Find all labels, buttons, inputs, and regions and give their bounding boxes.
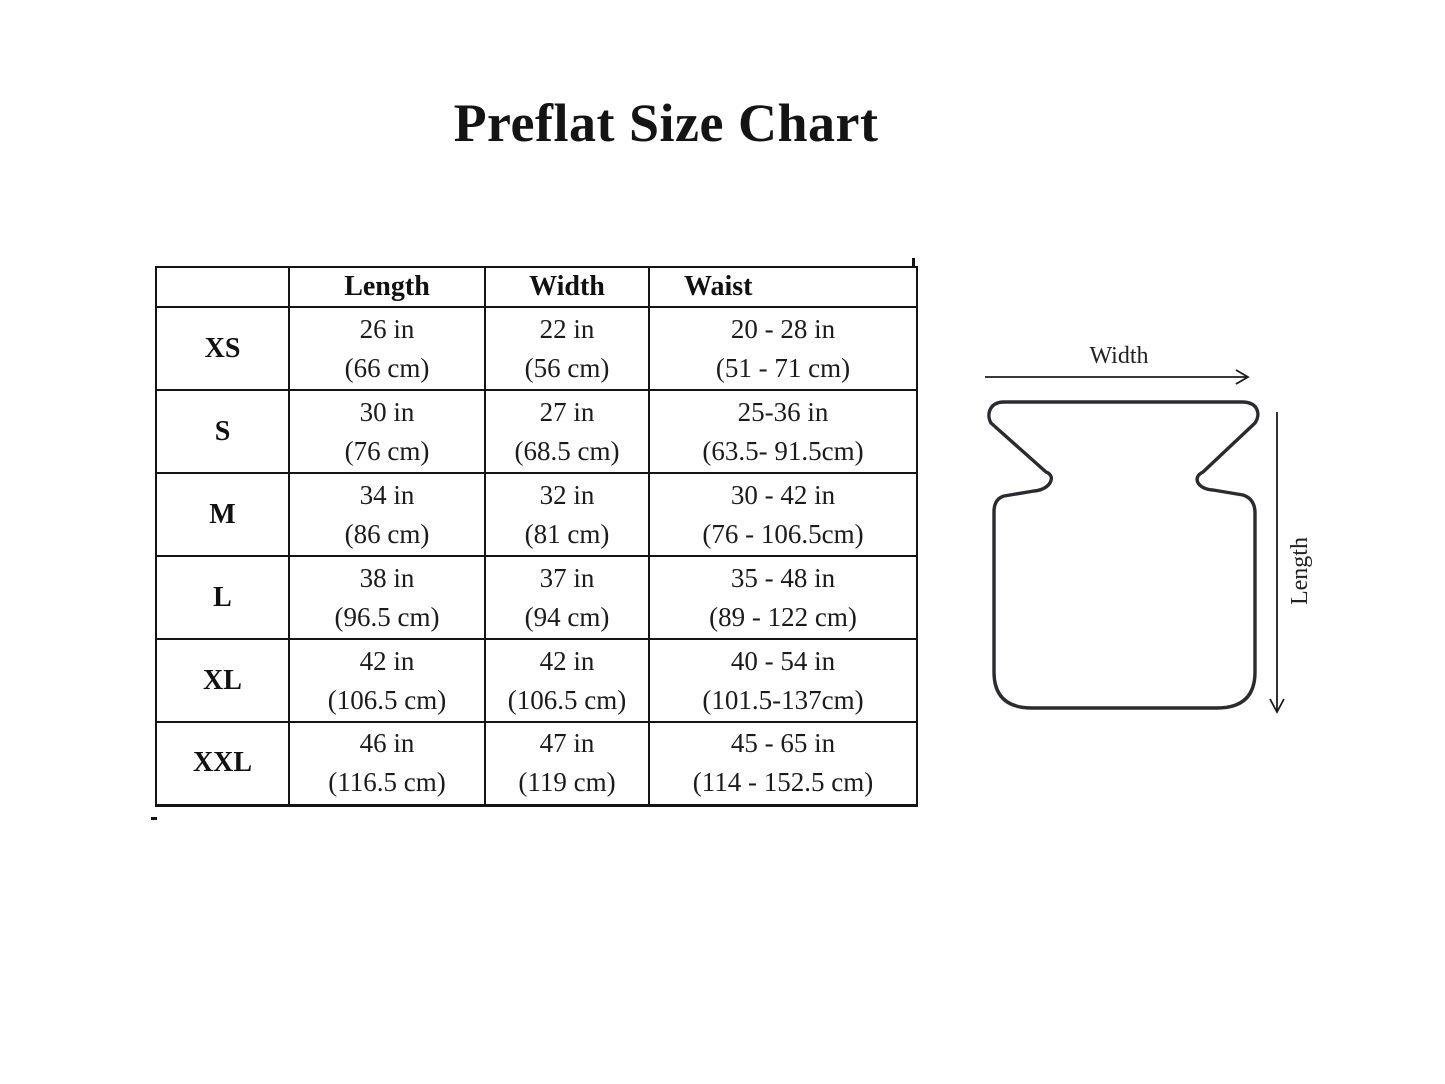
- value-in: 42 in: [359, 645, 415, 676]
- width-cell: [485, 307, 649, 390]
- corner-cell: [156, 267, 289, 307]
- value-cm: (86 cm): [344, 518, 430, 549]
- value-cm: (81 cm): [524, 518, 610, 549]
- value-cm: (119 cm): [518, 767, 616, 798]
- value-in: 45 - 65 in: [730, 728, 836, 759]
- width-cell: [485, 639, 649, 722]
- waist-cell: [649, 473, 917, 556]
- table-border-tick-top-right: [912, 258, 915, 268]
- waist-cell: [649, 556, 917, 639]
- value-in: 26 in: [359, 313, 415, 344]
- size-label: S: [156, 390, 289, 473]
- length-arrow: [1270, 412, 1284, 712]
- waist-cell: [649, 390, 917, 473]
- waist-cell: [649, 722, 917, 805]
- length-cell: [289, 639, 485, 722]
- length-cell: [289, 556, 485, 639]
- table-row-l: [156, 556, 917, 639]
- value-in: 35 - 48 in: [730, 562, 836, 593]
- value-cm: (101.5-137cm): [702, 684, 864, 715]
- table-row-xl: [156, 639, 917, 722]
- length-cell: [289, 722, 485, 805]
- value-in: 30 - 42 in: [730, 479, 836, 510]
- length-cell: [289, 307, 485, 390]
- preflat-outline-shape: [989, 402, 1258, 708]
- value-cm: (96.5 cm): [334, 601, 440, 632]
- value-cm: (94 cm): [524, 601, 610, 632]
- value-cm: (56 cm): [524, 352, 610, 383]
- waist-cell: [649, 307, 917, 390]
- value-in: 30 in: [359, 396, 415, 427]
- length-dimension-label: Length: [1287, 537, 1313, 605]
- preflat-diagram-svg: [960, 330, 1340, 740]
- table-row-s: [156, 390, 917, 473]
- width-cell: [485, 390, 649, 473]
- size-label: XXL: [156, 722, 289, 805]
- value-cm: (116.5 cm): [328, 767, 446, 798]
- value-in: 40 - 54 in: [730, 645, 836, 676]
- length-cell: [289, 390, 485, 473]
- length-cell: [289, 473, 485, 556]
- size-label: M: [156, 473, 289, 556]
- value-in: 34 in: [359, 479, 415, 510]
- value-in: 46 in: [359, 728, 415, 759]
- table-header-row: [156, 267, 917, 307]
- value-cm: (106.5 cm): [507, 684, 627, 715]
- size-label: L: [156, 556, 289, 639]
- width-dimension-label: Width: [1089, 343, 1149, 369]
- value-cm: (68.5 cm): [514, 435, 620, 466]
- page-title: Preflat Size Chart: [453, 93, 879, 153]
- table-border-tick-bottom-left: [151, 817, 157, 820]
- value-in: 22 in: [539, 313, 595, 344]
- value-cm: (63.5- 91.5cm): [702, 435, 864, 466]
- value-in: 37 in: [539, 562, 595, 593]
- value-in: 47 in: [539, 728, 595, 759]
- column-header-length: Length: [289, 267, 485, 307]
- value-cm: (66 cm): [344, 352, 430, 383]
- value-cm: (106.5 cm): [327, 684, 447, 715]
- column-header-width: Width: [485, 267, 649, 307]
- table-row-xs: [156, 307, 917, 390]
- column-header-waist: Waist: [649, 267, 917, 307]
- waist-cell: [649, 639, 917, 722]
- value-cm: (114 - 152.5 cm): [692, 767, 874, 798]
- size-label: XL: [156, 639, 289, 722]
- value-in: 27 in: [539, 396, 595, 427]
- value-cm: (76 - 106.5cm): [702, 518, 864, 549]
- width-cell: [485, 473, 649, 556]
- value-in: 38 in: [359, 562, 415, 593]
- value-in: 20 - 28 in: [730, 313, 836, 344]
- value-cm: (51 - 71 cm): [715, 352, 851, 383]
- size-chart-table: [155, 266, 918, 807]
- value-in: 25-36 in: [737, 396, 829, 427]
- width-cell: [485, 722, 649, 805]
- value-in: 32 in: [539, 479, 595, 510]
- value-cm: (89 - 122 cm): [709, 601, 857, 632]
- size-label: XS: [156, 307, 289, 390]
- width-arrow: [985, 370, 1248, 384]
- preflat-diagram: [960, 330, 1340, 740]
- width-cell: [485, 556, 649, 639]
- table-row-xxl: [156, 722, 917, 805]
- table-row-m: [156, 473, 917, 556]
- value-in: 42 in: [539, 645, 595, 676]
- value-cm: (76 cm): [344, 435, 430, 466]
